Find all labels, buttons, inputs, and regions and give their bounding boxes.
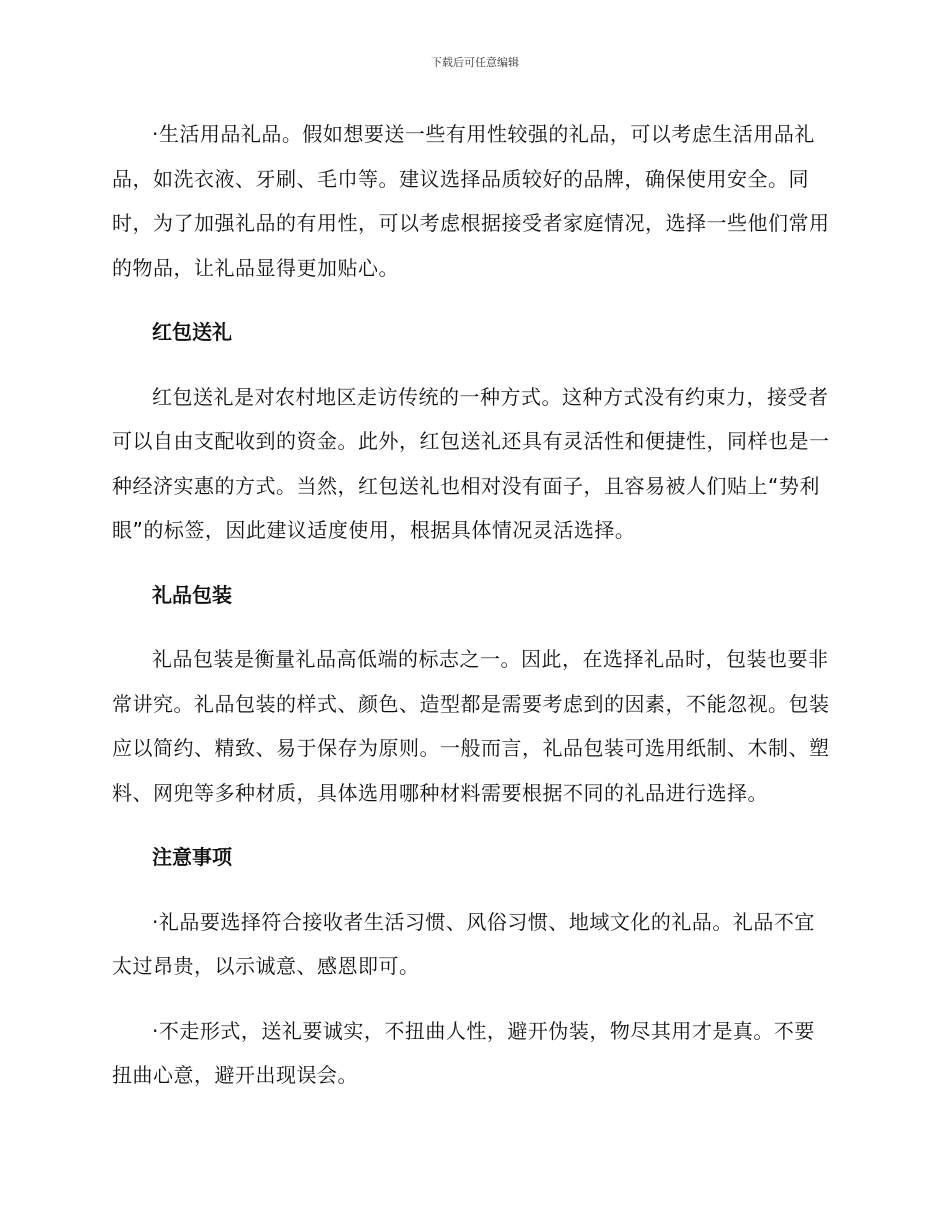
heading-gift-packaging: 礼品包装	[152, 582, 232, 607]
heading-red-envelope: 红包送礼	[152, 320, 232, 344]
paragraph-note-1: ·礼品要选择符合接收者生活习惯、风俗习惯、地域文化的礼品。礼品不宜太过昂贵，以示诚意、感恩即可。	[112, 909, 815, 978]
page-header: 下载后可任意编辑	[431, 56, 519, 69]
paragraph-note-2: ·不走形式，送礼要诚实，不扭曲人性，避开伪装，物尽其用才是真。不要扭曲心意，避开出现误会。	[112, 1018, 815, 1087]
paragraph-red-envelope: 红包送礼是对农村地区走访传统的一种方式。这种方式没有约束力，接受者可以自由支配收到的资金。此外，红包送礼还具有灵活性和便捷性，同样也是一种经济实惠的方式。当然，红包送礼也相对没有面子，且容易被人们贴上“势利眼”的标签，因此建议适度使用，根据具体情况灵活选择。	[112, 384, 830, 542]
heading-notes: 注意事项	[152, 845, 232, 869]
document-body	[112, 112, 832, 1118]
paragraph-daily-goods: ·生活用品礼品。假如想要送一些有用性较强的礼品，可以考虑生活用品礼品，如洗衣液、牙刷、毛巾等。建议选择品质较好的品牌，确保使用安全。同时，为了加强礼品的有用性，可以考虑根据接受者家庭情况，选择一些他们常用的物品，让礼品显得更加贴心。	[112, 122, 830, 280]
paragraph-gift-packaging: 礼品包装是衡量礼品高低端的标志之一。因此，在选择礼品时，包装也要非常讲究。礼品包装的样式、颜色、造型都是需要考虑到的因素，不能忽视。包装应以简约、精致、易于保存为原则。一般而言，礼品包装可选用纸制、木制、塑料、网兜等多种材质，具体选用哪种材料需要根据不同的礼品进行选择。	[112, 647, 830, 805]
